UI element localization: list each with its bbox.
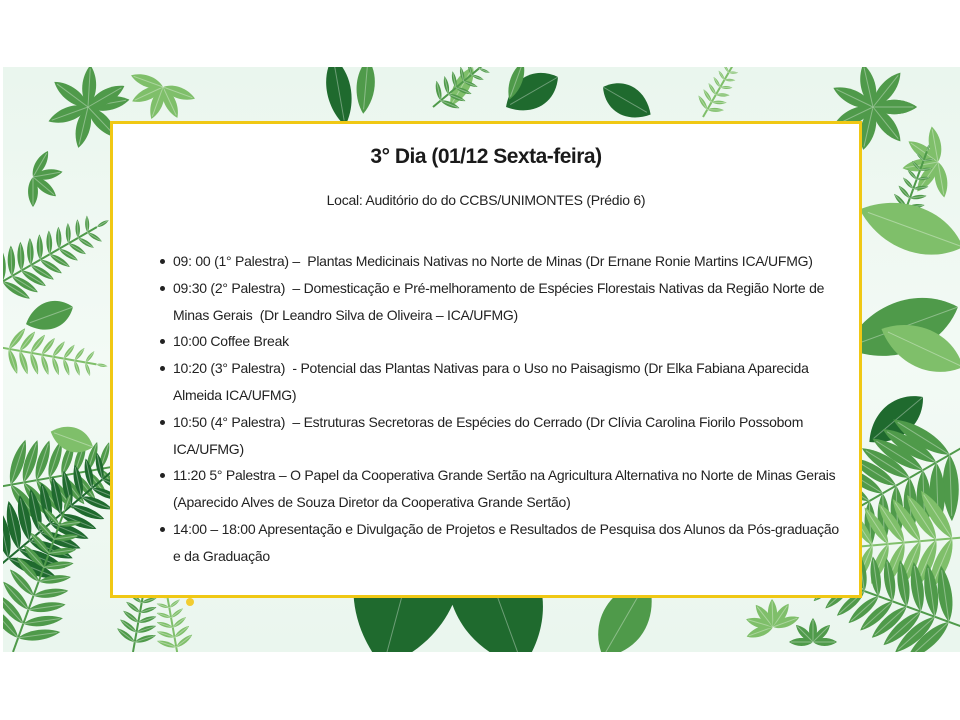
leaf-vein (53, 343, 64, 357)
leaf-icon (720, 86, 732, 89)
leaf-vein (699, 97, 707, 110)
leaf-vein (707, 110, 722, 111)
schedule-item-text: 09: 00 (1° Palestra) – Plantas Medicinais Nativas no Norte de Minas (Dr Ernane Ronie Martins ICA/UFMG) (173, 253, 813, 269)
leaf-vein (31, 336, 44, 353)
leaf-vein (119, 629, 135, 642)
leaf-blade (3, 249, 6, 282)
leaf-icon (73, 347, 86, 362)
leaf-icon (138, 614, 158, 624)
leaf-vein (904, 178, 913, 188)
leaf-icon (852, 188, 960, 268)
schedule-item (173, 516, 845, 570)
leaf-icon (3, 249, 6, 282)
leaf-vein (58, 228, 59, 248)
bullet-icon (160, 527, 165, 532)
leaf-icon (321, 67, 357, 128)
schedule-item-text: 10:20 (3° Palestra) - Potencial das Plantas Nativas para o Uso no Paisagismo (Dr Elka Fabiana Aparecida Almeida ICA/UFMG) (173, 360, 812, 403)
leaf-icon (707, 108, 724, 113)
schedule-item (173, 248, 845, 275)
schedule-item-text: 11:20 5° Palestra – O Papel da Cooperativa Grande Sertão na Agricultura Alternativa no Norte de Minas Gerais (Aparecido Alves de Souza Diretor da Cooperativa Grande Sertão) (173, 467, 843, 511)
leaf-vein (86, 352, 94, 362)
leaf-vein (68, 225, 69, 244)
leaf-icon (17, 242, 25, 271)
schedule-item-text: 10:50 (4° Palestra) – Estruturas Secretoras de Espécies do Cerrado (Dr Clívia Carolina Fiorilo Possobom ICA/UFMG) (173, 413, 807, 457)
leaf-vein (709, 84, 716, 95)
leaf-vein (87, 217, 88, 233)
page-title: 3° Dia (01/12 Sexta-feira) (370, 145, 602, 168)
leaf-icon (17, 627, 61, 643)
leaf-icon (723, 67, 730, 73)
leaf-vein (704, 90, 711, 102)
schedule-item (173, 328, 845, 355)
leaf-icon (33, 587, 69, 600)
leaf-icon (23, 613, 64, 628)
leaf-icon (910, 194, 927, 200)
leaf-blade (852, 188, 960, 268)
leaf-vein (175, 627, 188, 638)
schedule-list (173, 248, 845, 570)
leaf-icon (707, 82, 717, 95)
leaf-vein (714, 78, 720, 88)
leaf-icon (354, 67, 377, 115)
leaf-icon (21, 294, 77, 336)
leaf-icon (170, 607, 184, 619)
leaf-icon (56, 227, 62, 249)
leaf-vein (75, 349, 84, 361)
bullet-icon (160, 420, 165, 425)
leaf-vein (121, 621, 136, 633)
leaf-icon (96, 219, 110, 229)
bullet-icon (160, 259, 165, 264)
leaf-icon (27, 238, 34, 265)
leaf-vein (176, 636, 191, 647)
leaf-icon (96, 363, 108, 368)
flower-icon (186, 598, 194, 606)
leaf-icon (902, 176, 915, 190)
schedule-item-text: 09:30 (2° Palestra) – Domesticação e Pré-melhoramento de Espécies Florestais Nativas da Região Norte de Minas Gerais (Dr Leandro Silva de Oliveira – ICA/UFMG) (173, 279, 828, 323)
leaf-vein (59, 249, 76, 260)
leaf-icon (716, 93, 730, 97)
leaf-icon (156, 639, 177, 650)
leaf-icon (17, 350, 30, 375)
leaf-vein (169, 600, 179, 608)
leaf-vein (78, 238, 93, 247)
leaf-vein (171, 609, 182, 618)
leaf-icon (712, 100, 727, 104)
leaf-vein (899, 187, 909, 199)
leaf-blade (498, 67, 566, 121)
leaf-vein (97, 221, 108, 227)
leaf-vein (908, 170, 916, 179)
schedule-card (110, 121, 862, 598)
leaf-icon (75, 219, 80, 238)
schedule-item-text: 10:00 Coffee Break (173, 333, 289, 350)
location-text: Local: Auditório do do CCBS/UNIMONTES (Prédio 6) (326, 192, 646, 208)
schedule-item-text: 14:00 – 18:00 Apresentação e Divulgação de Projetos e Resultados de Pesquisa dos Alunos da Pós-graduação e da Graduação (173, 520, 843, 564)
leaf-icon (498, 67, 566, 121)
leaf-vein (124, 612, 138, 623)
leaf-icon (156, 629, 175, 639)
leaf-icon (62, 343, 76, 360)
leaf-icon (7, 245, 15, 276)
leaf-icon (28, 600, 66, 614)
schedule-item (173, 462, 845, 516)
leaf-blade (321, 67, 357, 128)
bullet-icon (160, 286, 165, 291)
leaf-icon (168, 598, 180, 609)
leaf-icon (85, 215, 90, 232)
leaf-vein (69, 243, 85, 253)
leaf-icon (46, 230, 53, 254)
leaf-vein (87, 232, 100, 240)
leaf-icon (50, 356, 60, 376)
leaf-vein (173, 618, 185, 628)
leaf-icon (39, 354, 50, 376)
schedule-item (173, 409, 845, 463)
leaf-vein (42, 339, 54, 354)
leaf-icon (434, 80, 443, 101)
leaf-vein (77, 221, 78, 238)
leaf-icon (442, 76, 450, 95)
bullet-icon (160, 339, 165, 344)
leaf-icon (136, 624, 157, 635)
leaf-icon (712, 76, 721, 88)
leaf-icon (596, 74, 659, 127)
schedule-item (173, 275, 845, 329)
leaf-icon (36, 234, 43, 260)
leaf-vein (64, 346, 74, 359)
leaf-icon (84, 350, 96, 363)
leaf-icon (134, 633, 157, 645)
leaf-icon (28, 352, 40, 375)
leaf-icon (65, 223, 71, 244)
bullet-icon (160, 473, 165, 478)
leaf-icon (172, 616, 188, 630)
leaf-icon (86, 231, 103, 243)
bullet-icon (160, 366, 165, 371)
leaf-icon (718, 70, 726, 81)
schedule-item (173, 355, 845, 409)
leaf-vein (127, 603, 140, 613)
leaf-vein (719, 71, 724, 80)
leaf-icon (6, 348, 20, 375)
